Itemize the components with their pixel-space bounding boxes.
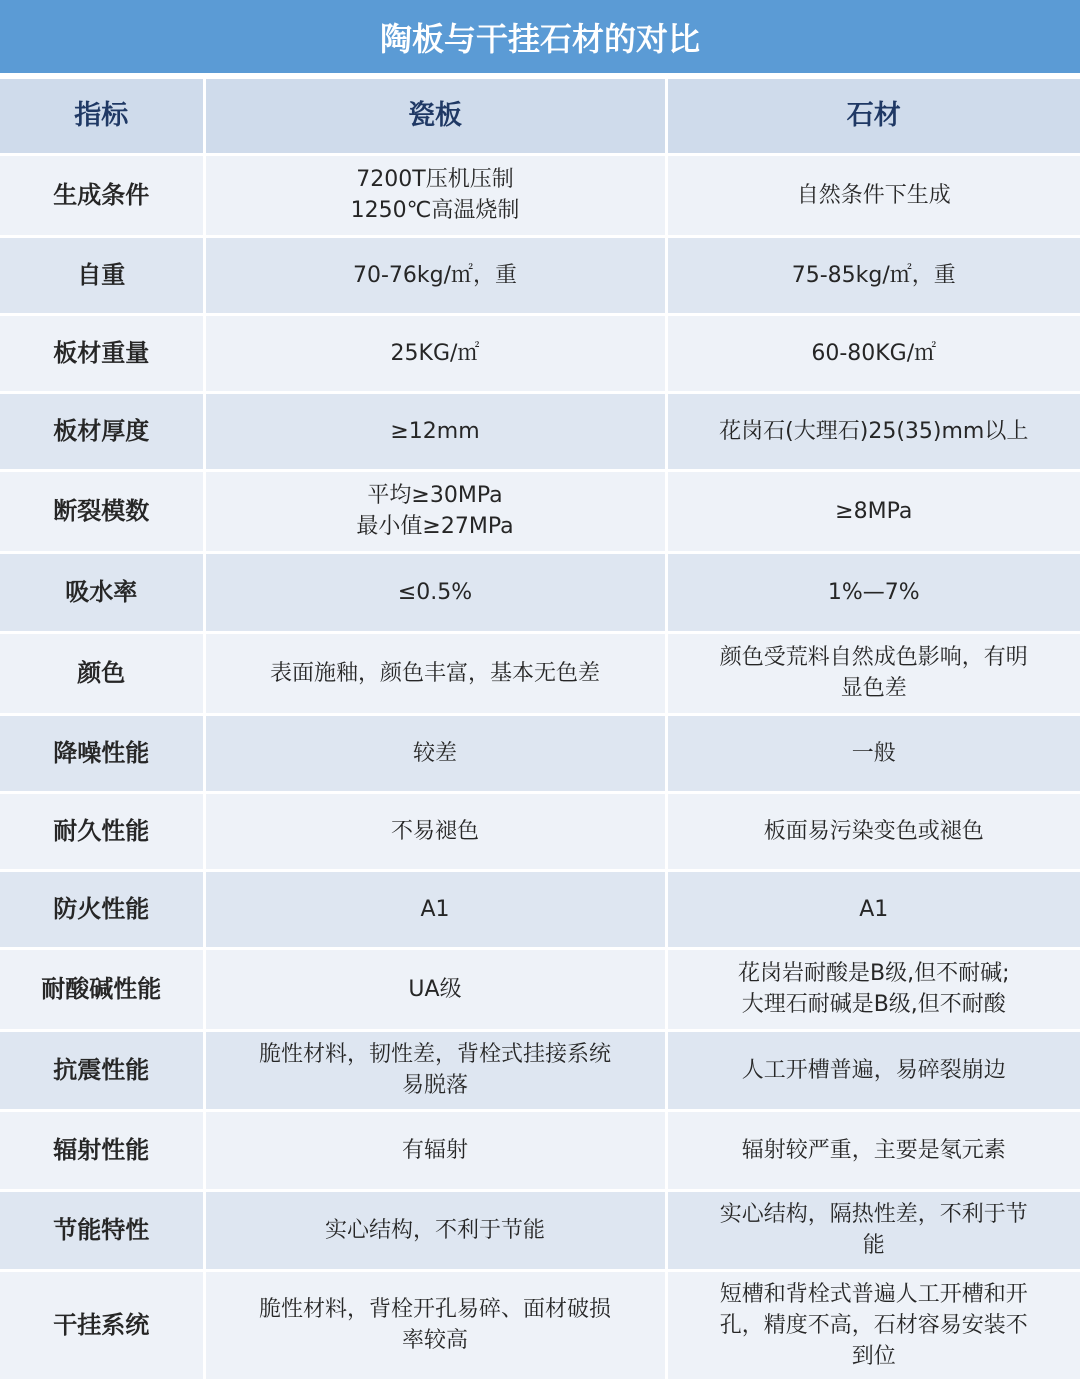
- table-row: [0, 1110, 1080, 1190]
- metric-cell: 抗震性能: [0, 1030, 204, 1110]
- header-ceramic: 瓷板: [204, 79, 666, 154]
- stone-cell: 板面易污染变色或褪色: [666, 792, 1080, 870]
- stone-cell: 花岗岩耐酸是B级,但不耐碱; 大理石耐碱是B级,但不耐酸: [666, 948, 1080, 1030]
- metric-cell: 生成条件: [0, 154, 204, 236]
- metric-cell: 吸水率: [0, 552, 204, 632]
- stone-cell: 60-80KG/㎡: [666, 314, 1080, 392]
- metric-cell: 板材厚度: [0, 392, 204, 470]
- metric-cell: 颜色: [0, 632, 204, 714]
- ceramic-cell: 不易褪色: [204, 792, 666, 870]
- ceramic-cell: 实心结构，不利于节能: [204, 1190, 666, 1270]
- stone-cell: 花岗石(大理石)25(35)mm以上: [666, 392, 1080, 470]
- stone-cell: 75-85kg/㎡，重: [666, 236, 1080, 314]
- table-row: [0, 470, 1080, 552]
- stone-cell: ≥8MPa: [666, 470, 1080, 552]
- ceramic-cell: 70-76kg/㎡，重: [204, 236, 666, 314]
- table-row: [0, 392, 1080, 470]
- table-body: [0, 154, 1080, 1380]
- stone-cell: 短槽和背栓式普遍人工开槽和开 孔，精度不高，石材容易安装不 到位: [666, 1270, 1080, 1380]
- table-row: [0, 154, 1080, 236]
- table-row: [0, 314, 1080, 392]
- ceramic-cell: 脆性材料，背栓开孔易碎、面材破损 率较高: [204, 1270, 666, 1380]
- ceramic-cell: UA级: [204, 948, 666, 1030]
- ceramic-cell: 25KG/㎡: [204, 314, 666, 392]
- stone-cell: 实心结构，隔热性差，不利于节 能: [666, 1190, 1080, 1270]
- table-header-row: [0, 79, 1080, 154]
- table-row: [0, 1030, 1080, 1110]
- ceramic-cell: ≥12mm: [204, 392, 666, 470]
- table-row: [0, 792, 1080, 870]
- table-row: [0, 632, 1080, 714]
- metric-cell: 断裂模数: [0, 470, 204, 552]
- ceramic-cell: 平均≥30MPa 最小值≥27MPa: [204, 470, 666, 552]
- stone-cell: 颜色受荒料自然成色影响，有明 显色差: [666, 632, 1080, 714]
- stone-cell: 自然条件下生成: [666, 154, 1080, 236]
- metric-cell: 耐酸碱性能: [0, 948, 204, 1030]
- stone-cell: 人工开槽普遍，易碎裂崩边: [666, 1030, 1080, 1110]
- header-stone: 石材: [666, 79, 1080, 154]
- stone-cell: A1: [666, 870, 1080, 948]
- table-row: [0, 948, 1080, 1030]
- metric-cell: 干挂系统: [0, 1270, 204, 1380]
- metric-cell: 降噪性能: [0, 714, 204, 792]
- page-title: 陶板与干挂石材的对比: [0, 0, 1080, 73]
- header-metric: 指标: [0, 79, 204, 154]
- metric-cell: 耐久性能: [0, 792, 204, 870]
- ceramic-cell: 有辐射: [204, 1110, 666, 1190]
- table-row: [0, 714, 1080, 792]
- ceramic-cell: ≤0.5%: [204, 552, 666, 632]
- table-row: [0, 1270, 1080, 1380]
- stone-cell: 1%—7%: [666, 552, 1080, 632]
- metric-cell: 防火性能: [0, 870, 204, 948]
- metric-cell: 板材重量: [0, 314, 204, 392]
- table-row: [0, 1190, 1080, 1270]
- metric-cell: 节能特性: [0, 1190, 204, 1270]
- table-row: [0, 236, 1080, 314]
- stone-cell: 一般: [666, 714, 1080, 792]
- metric-cell: 辐射性能: [0, 1110, 204, 1190]
- table-row: [0, 870, 1080, 948]
- ceramic-cell: 较差: [204, 714, 666, 792]
- ceramic-cell: 7200T压机压制 1250℃高温烧制: [204, 154, 666, 236]
- metric-cell: 自重: [0, 236, 204, 314]
- table-row: [0, 552, 1080, 632]
- stone-cell: 辐射较严重，主要是氡元素: [666, 1110, 1080, 1190]
- comparison-table: [0, 79, 1080, 1382]
- ceramic-cell: A1: [204, 870, 666, 948]
- ceramic-cell: 脆性材料，韧性差，背栓式挂接系统 易脱落: [204, 1030, 666, 1110]
- ceramic-cell: 表面施釉，颜色丰富，基本无色差: [204, 632, 666, 714]
